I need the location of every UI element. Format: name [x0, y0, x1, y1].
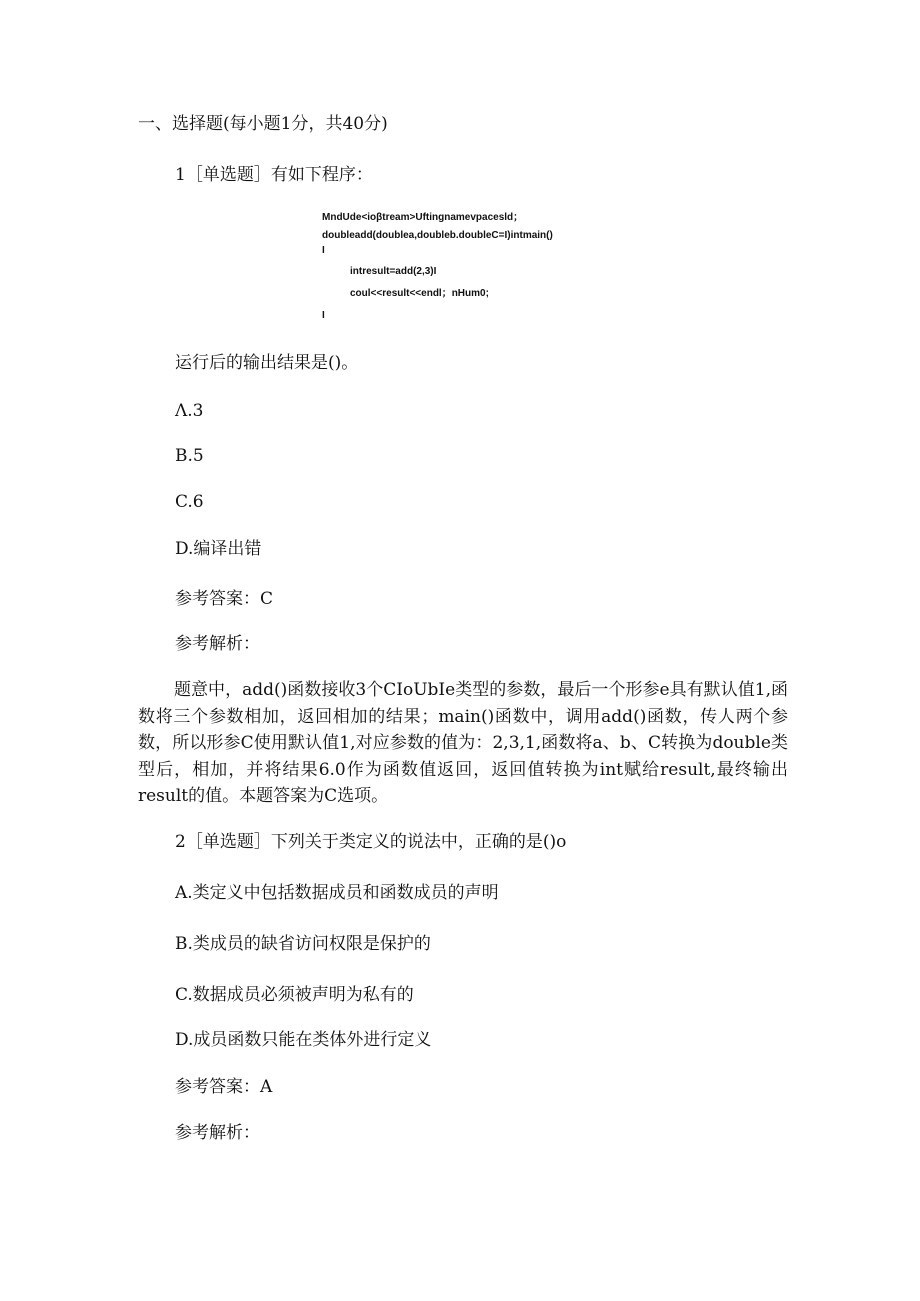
question-1-prompt: 1［单选题］有如下程序：: [175, 165, 373, 185]
question-1-option-c: C.6: [175, 492, 204, 512]
code-line: I: [322, 310, 325, 321]
question-1-text: 运行后的输出结果是()。: [175, 353, 359, 373]
question-1-answer: 参考答案：C: [175, 589, 274, 609]
question-2-prompt: 2［单选题］下列关于类定义的说法中，正确的是()o: [175, 832, 567, 852]
code-line: intresult=add(2,3)I: [350, 266, 437, 277]
question-2-answer: 参考答案：A: [175, 1077, 273, 1097]
question-2-option-a: A.类定义中包括数据成员和函数成员的声明: [175, 883, 499, 903]
question-1-analysis-text: 题意中，add()函数接收3个CIoUbIe类型的参数，最后一个形参e具有默认值1,函数将三个参数相加，返回相加的结果；main()函数中，调用add()函数，传人两个参数，所以形参C使用默认值1,对应参数的值为：2,3,1,函数将a、b、C转换为double类型后，相加，并将结果6.0作为函数值返回，返回值转换为int赋给result,最终输出result的值。本题答案为C选项。: [138, 680, 788, 806]
question-1-analysis-label: 参考解析：: [175, 634, 260, 654]
question-1-option-d: D.编译出错: [175, 539, 262, 559]
section-header: 一、选择题(每小题1分，共40分): [138, 114, 388, 134]
question-1-option-a: Λ.3: [175, 401, 204, 421]
code-line: MndUde<ioβtream>Uftingnamevpacesld；: [322, 212, 524, 223]
question-2-option-c: C.数据成员必须被声明为私有的: [175, 985, 414, 1005]
code-line: doubleadd(doublea,doubleb.doubleC=I)intmain(): [322, 230, 553, 241]
code-line: coul<<result<<endl；nHum0;: [350, 288, 489, 299]
code-line: I: [322, 245, 325, 256]
question-2-analysis-label: 参考解析：: [175, 1123, 260, 1143]
question-2-option-b: B.类成员的缺省访问权限是保护的: [175, 934, 431, 954]
question-1-option-b: B.5: [175, 446, 204, 466]
question-2-option-d: D.成员函数只能在类体外进行定义: [175, 1030, 432, 1050]
